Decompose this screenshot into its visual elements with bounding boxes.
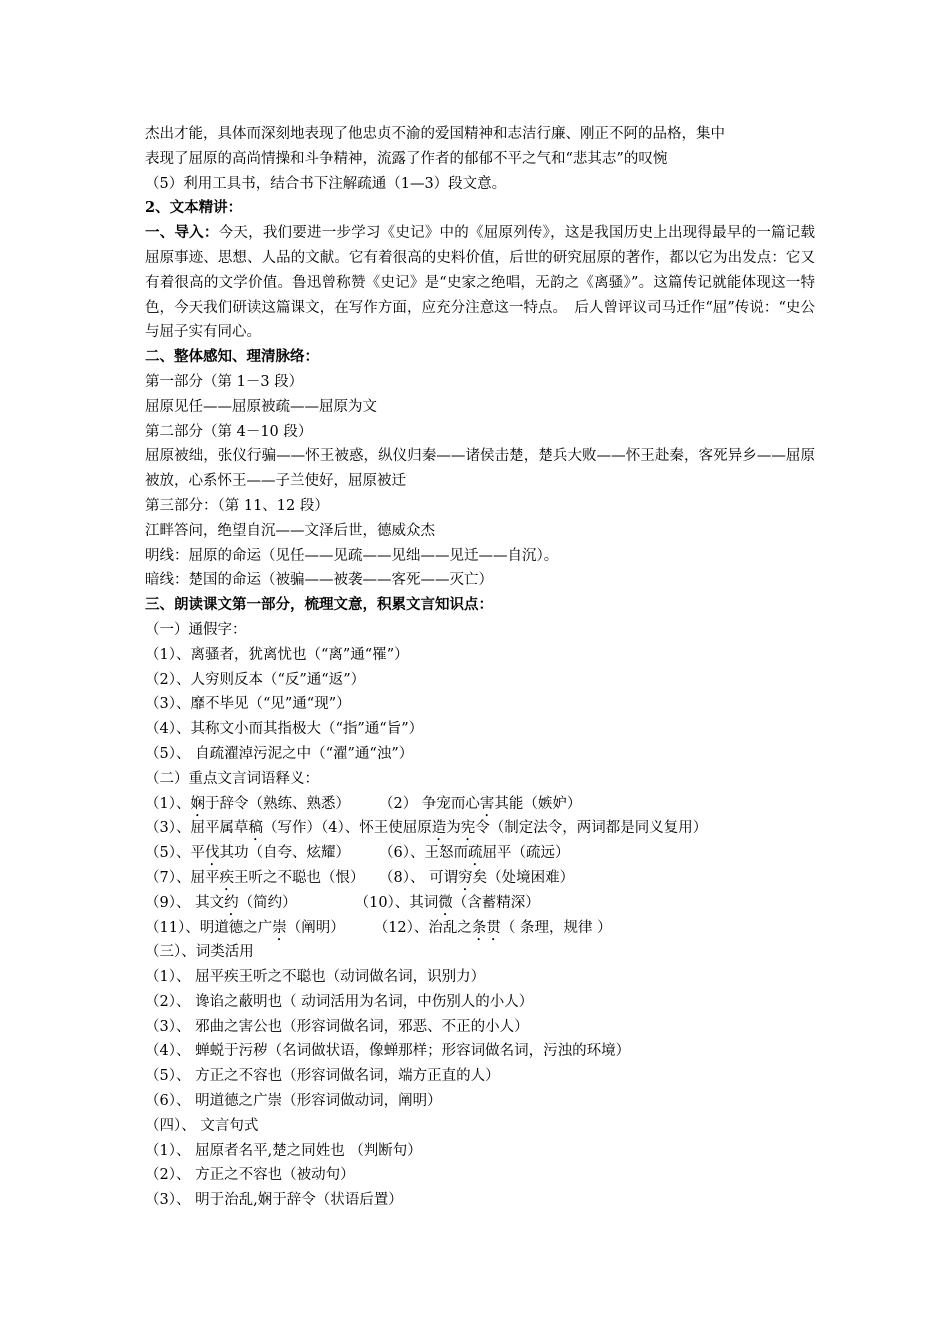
text-line: （二）重点文言词语释义： — [145, 770, 319, 787]
text-line: （5）、 自疏濯淖污泥之中（“濯”通“浊”） — [145, 745, 414, 762]
text-segment: （简约） （10）、其词 — [238, 894, 439, 911]
text-line — [145, 221, 815, 345]
emphasized-word: 娴 — [190, 795, 205, 812]
text-segment: （9）、 其文 — [145, 894, 225, 911]
text-line — [145, 841, 815, 866]
text-segment: （11）、明道德之广 — [145, 919, 273, 936]
emphasized-word: 崇 — [272, 919, 287, 936]
text-line: 第三部分：（第 11、12 段） — [145, 497, 329, 514]
text-line: （三）、词类活用 — [145, 944, 254, 961]
text-line: （1）、 屈原者名平,楚之同姓也 （判断句） — [145, 1142, 422, 1159]
emphasized-word: 微 — [438, 894, 453, 911]
text-segment: （含蓄精深） — [452, 894, 540, 911]
text-line: （6）、 明道德之广崇（形容词做动词，阐明） — [145, 1093, 442, 1110]
text-line: 第二部分（第 4－10 段） — [145, 423, 313, 440]
text-segment: 王听之不聪也（恨） （8）、 可谓 — [233, 869, 459, 886]
text-line: 明线：屈原的命运（见任——见疏——见绌——见迁——自沉）。 — [145, 547, 559, 564]
text-line: （3）、 邪曲之害公也（形容词做名词，邪恶、不正的小人） — [145, 1018, 529, 1035]
text-line: （4）、 蝉蜕于污秽（名词做状语，像蝉那样；形容词做名词，污浊的环境） — [145, 1043, 631, 1060]
text-segment: （5）、平 — [145, 845, 205, 862]
section-heading: 2、文本精讲： — [145, 199, 243, 217]
section-heading: 二、整体感知、理清脉络： — [145, 348, 319, 366]
text-segment: 今天，我们要进一步学习《史记》中的《屈原列传》，这是我国历史上出现得最早的一篇记载屈原事迹、思想、人品的文献。它有着很高的史料价值，后世的研究屈原的著作，都以它为出发点：它又有着很高的文学价值。鲁迅曾称赞《史记》是“史家之绝唱，无韵之《离骚》”。这篇传记就能体现这一特色，今天我们研读这篇课文，在写作方面，应充分注意这一特点。 后人曾评议司马迁作“屈”传说：“史公与屈子实有同心。 — [145, 225, 815, 341]
text-segment: 令（制定法令，两词都是同义复用） — [475, 820, 708, 837]
emphasized-word: 稿 — [248, 820, 263, 837]
text-line: （5）利用工具书，结合书下注解疏通（1—3）段文意。 — [145, 175, 507, 192]
text-segment: 其功（自夸、炫耀） （6）、王怒而 — [219, 845, 468, 862]
text-segment: （ 条理，规律 ） — [500, 919, 612, 936]
text-line: 江畔答问，绝望自沉——文泽后世，德威众杰 — [145, 522, 435, 539]
text-segment: 其能（嫉妒） — [494, 795, 582, 812]
document-page — [145, 122, 815, 1213]
text-line: 杰出才能，具体而深刻地表现了他忠贞不渝的爱国精神和志洁行廉、刚正不阿的品格，集中 — [145, 126, 725, 142]
text-line: （2）、 谗谄之蔽明也（ 动词活用为名词，中伤别人的小人） — [145, 993, 534, 1010]
emphasized-word: 条贯 — [471, 919, 501, 936]
emphasized-word: 约 — [224, 894, 239, 911]
text-line: （1）、离骚者，犹离忧也（“离”通“罹”） — [145, 646, 409, 663]
text-line: （2）、 方正之不容也（被动句） — [145, 1167, 355, 1184]
text-segment: （1）、 — [145, 795, 191, 812]
text-segment: （3）、屈平属草 — [145, 820, 249, 837]
text-line: 暗线：楚国的命运（被骗——被袭——客死——灭亡） — [145, 572, 493, 589]
text-line — [145, 891, 815, 916]
text-line: 屈原见任——屈原被疏——屈原为文 — [145, 398, 377, 415]
text-segment: （写作）（4）、怀王使屈原 — [262, 820, 432, 837]
text-line: （3）、靡不毕见（“见”通“现”） — [145, 696, 351, 713]
text-line: 表现了屈原的高尚情操和斗争精神，流露了作者的郁郁不平之气和“悲其志”的叹惋 — [145, 150, 668, 167]
text-line — [145, 792, 815, 817]
text-line: 屈原被绌，张仪行骗——怀王被惑，纵仪归秦——诸侯击楚，楚兵大败——怀王赴秦，客死异乡——屈原被放，心系怀王——子兰使好，屈原被迁 — [145, 448, 815, 490]
text-line — [145, 816, 815, 841]
text-segment: （7）、屈平 — [145, 869, 220, 886]
emphasized-word: 造 — [431, 820, 447, 837]
text-segment: 为 — [446, 820, 461, 837]
text-line: （一）通假字： — [145, 621, 247, 638]
bold-label: 一、导入： — [145, 224, 219, 242]
text-segment: 屈平（疏远） — [482, 845, 570, 862]
text-segment: （阐明） （12）、治乱之 — [286, 919, 472, 936]
text-line: （4）、其称文小而其指极大（“指”通“旨”） — [145, 721, 424, 738]
text-line: （1）、 屈平疾王听之不聪也（动词做名词，识别力） — [145, 969, 486, 986]
text-line: （2）、人穷则反本（“反”通“返”） — [145, 671, 366, 688]
text-line — [145, 866, 815, 891]
text-line: （四）、 文言句式 — [145, 1117, 259, 1134]
text-line: 第一部分（第 1－3 段） — [145, 373, 304, 390]
emphasized-word: 穷 — [458, 869, 473, 886]
text-line — [145, 916, 815, 941]
emphasized-word: 伐 — [204, 845, 220, 862]
section-heading: 三、朗读课文第一部分，梳理文意，积累文言知识点： — [145, 596, 493, 614]
text-line: （3）、 明于治乱,娴于辞令（状语后置） — [145, 1192, 403, 1209]
emphasized-word: 疾 — [219, 869, 234, 886]
emphasized-word: 宪 — [460, 820, 476, 837]
text-line: （5）、 方正之不容也（形容词做名词，端方正直的人） — [145, 1068, 500, 1085]
text-segment: 于辞令（熟练、熟悉） （2） 争宠而心 — [204, 795, 480, 812]
emphasized-word: 害 — [479, 795, 495, 812]
text-segment: 矣（处境困难） — [472, 869, 575, 886]
emphasized-word: 疏 — [467, 845, 483, 862]
